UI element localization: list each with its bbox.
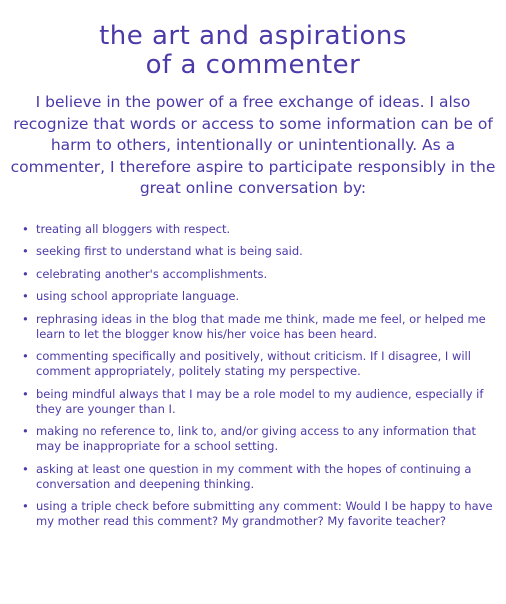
list-item [22,387,500,417]
bullet-icon: • [22,221,29,236]
bullet-icon: • [22,461,29,476]
bullet-icon: • [22,424,29,438]
list-item [22,424,500,454]
title-line-1: the art and aspirations [99,21,407,51]
bullet-icon: • [22,244,29,258]
list-item-text: using school appropriate language. [36,289,240,303]
list-item-text: commenting specifically and positively, without criticism. If I disagree, I will comment appropriately, politely stating my perspective. [36,349,471,378]
aspirations-list [0,222,506,530]
list-item [22,312,500,342]
intro-paragraph: I believe in the power of a free exchange of ideas. I also recognize that words or access to some information can be of harm to others, intentionally or unintentionally. As a commenter, I therefore aspire to participate responsibly in the great online conversation by: [10,93,496,197]
list-item-text: using a triple check before submitting any comment: Would I be happy to have my mother read this comment? My grandmother? My favorite teacher? [36,499,493,528]
list-item-text: seeking first to understand what is being said. [36,244,303,258]
list-item [22,462,500,492]
bullet-icon: • [22,499,29,513]
list-item-text: celebrating another's accomplishments. [36,266,268,281]
list-item [22,244,500,259]
list-item-text: asking at least one question in my comment with the hopes of continuing a conversation and deepening thinking. [36,461,472,491]
bullet-icon: • [22,386,29,401]
list-item-text: treating all bloggers with respect. [36,221,231,236]
bullet-icon: • [22,266,29,281]
bullet-icon: • [22,349,29,363]
list-item [22,222,500,237]
list-item [22,289,500,304]
bullet-icon: • [22,311,29,326]
title-line-2: of a commenter [145,50,361,80]
list-item [22,349,500,379]
page-title [0,22,506,80]
list-item-text: rephrasing ideas in the blog that made me think, made me feel, or helped me learn to let the blogger know his/her voice has been heard. [36,311,486,341]
list-item-text: making no reference to, link to, and/or giving access to any information that may be inappropriate for a school setting. [36,424,477,453]
bullet-icon: • [22,289,29,303]
list-item [22,267,500,282]
list-item [22,499,500,529]
list-item-text: being mindful always that I may be a role model to my audience, especially if they are younger than I. [36,386,484,416]
